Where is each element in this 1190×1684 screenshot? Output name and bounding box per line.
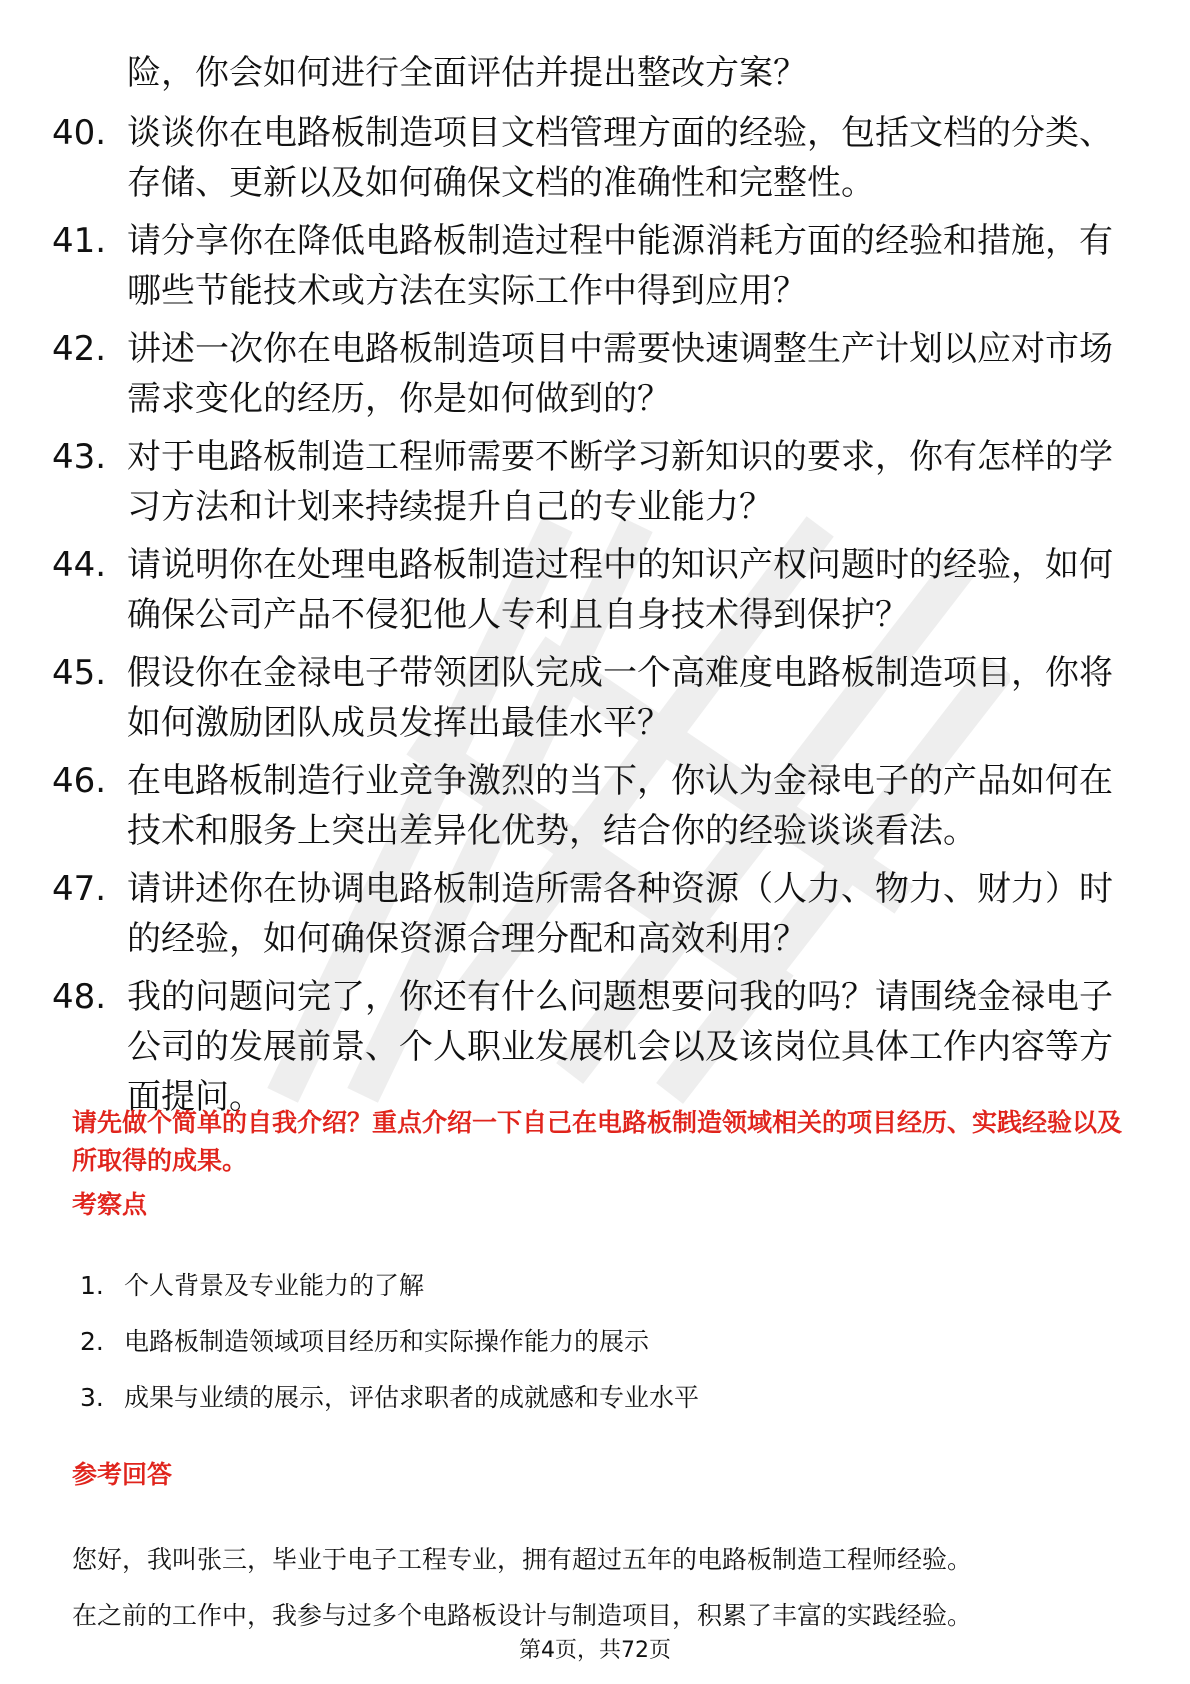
question-number: 48. (52, 977, 107, 1017)
question-item (52, 864, 1132, 964)
question-item (52, 540, 1132, 640)
question-text: 请讲述你在协调电路板制造所需各种资源（人力、物力、财力）时的经验，如何确保资源合理分配和高效利用？ (127, 869, 1113, 959)
answer-line: 您好，我叫张三，毕业于电子工程专业，拥有超过五年的电路板制造工程师经验。 (72, 1545, 973, 1574)
question-text: 假设你在金禄电子带领团队完成一个高难度电路板制造项目，你将如何激励团队成员发挥出最佳水平？ (127, 653, 1113, 743)
point-item (80, 1324, 1080, 1360)
question-text: 在电路板制造行业竞争激烈的当下，你认为金禄电子的产品如何在技术和服务上突出差异化优势，结合你的经验谈谈看法。 (127, 761, 1113, 851)
point-text: 电路板制造领域项目经历和实际操作能力的展示 (124, 1327, 650, 1356)
question-text: 讲述一次你在电路板制造项目中需要快速调整生产计划以应对市场需求变化的经历，你是如何做到的？ (127, 329, 1113, 419)
question-continuation: 险，你会如何进行全面评估并提出整改方案？ (127, 53, 807, 93)
answer-line: 在之前的工作中，我参与过多个电路板设计与制造项目，积累了丰富的实践经验。 (72, 1601, 973, 1630)
question-number: 41. (52, 221, 107, 261)
question-item (52, 108, 1132, 208)
question-number: 42. (52, 329, 107, 369)
point-text: 成果与业绩的展示，评估求职者的成就感和专业水平 (124, 1383, 700, 1412)
question-item (52, 648, 1132, 748)
featured-question: 请先做个简单的自我介绍？重点介绍一下自己在电路板制造领域相关的项目经历、实践经验以及所取得的成果。 (72, 1108, 1123, 1175)
question-item (52, 756, 1132, 856)
point-item (80, 1268, 1080, 1304)
question-number: 44. (52, 545, 107, 585)
question-item (52, 216, 1132, 316)
section-title-points: 考察点 (72, 1190, 148, 1219)
point-text: 个人背景及专业能力的了解 (124, 1271, 425, 1300)
question-text: 请分享你在降低电路板制造过程中能源消耗方面的经验和措施，有哪些节能技术或方法在实际工作中得到应用？ (127, 221, 1113, 311)
question-text: 谈谈你在电路板制造项目文档管理方面的经验，包括文档的分类、存储、更新以及如何确保文档的准确性和完整性。 (127, 113, 1113, 203)
question-number: 40. (52, 113, 107, 153)
question-text: 我的问题问完了，你还有什么问题想要问我的吗？请围绕金禄电子公司的发展前景、个人职业发展机会以及该岗位具体工作内容等方面提问。 (127, 977, 1113, 1117)
point-number: 2. (80, 1327, 104, 1356)
question-item (52, 324, 1132, 424)
section-title-answer: 参考回答 (72, 1460, 173, 1489)
question-number: 46. (52, 761, 107, 801)
question-text: 对于电路板制造工程师需要不断学习新知识的要求，你有怎样的学习方法和计划来持续提升自己的专业能力？ (127, 437, 1113, 527)
question-item (52, 432, 1132, 532)
point-number: 3. (80, 1383, 104, 1412)
page-footer: 第4页，共72页 (519, 1638, 671, 1663)
question-number: 45. (52, 653, 107, 693)
points-list (80, 1268, 1080, 1436)
question-number: 43. (52, 437, 107, 477)
question-text: 请说明你在处理电路板制造过程中的知识产权问题时的经验，如何确保公司产品不侵犯他人专利且自身技术得到保护？ (127, 545, 1113, 635)
question-item (52, 972, 1132, 1122)
point-number: 1. (80, 1271, 104, 1300)
point-item (80, 1380, 1080, 1416)
question-list (52, 108, 1132, 1130)
question-number: 47. (52, 869, 107, 909)
